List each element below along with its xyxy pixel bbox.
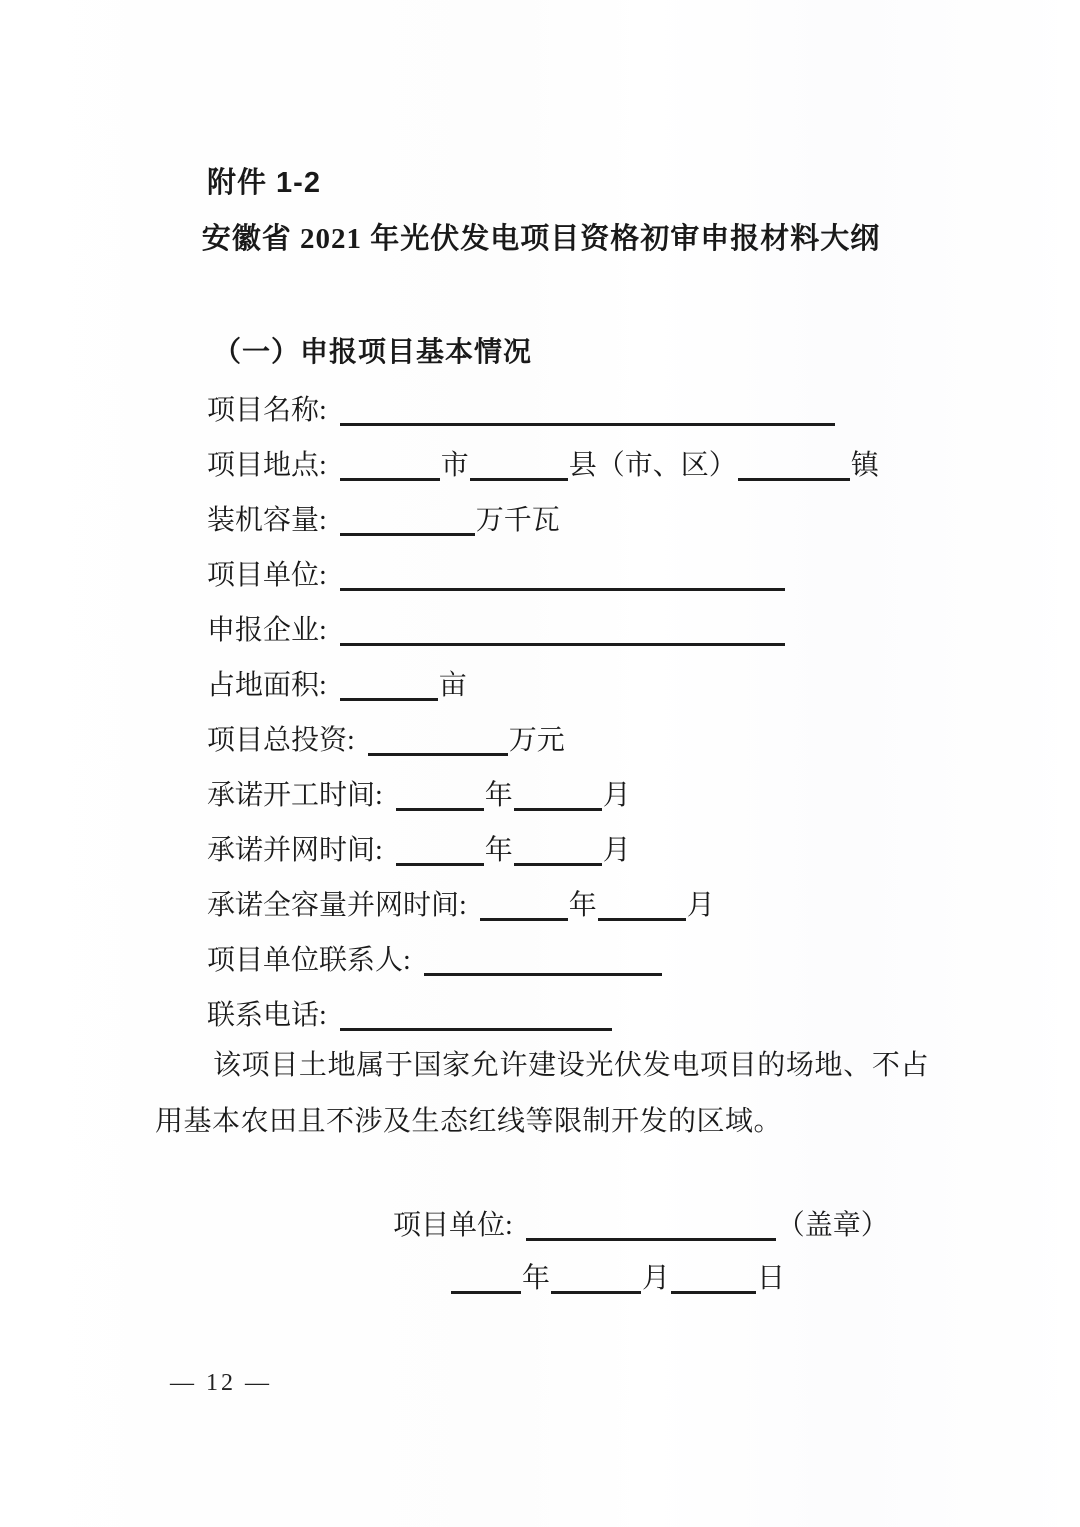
signature-unit-label: 项目单位:	[393, 1210, 513, 1241]
unit-suffix-area: 亩	[438, 670, 467, 701]
unit-suffix-grid-month: 月	[602, 835, 631, 866]
field-label-contact-phone: 联系电话:	[207, 1000, 327, 1031]
blank-line-project-name	[340, 393, 835, 426]
field-row-promised-full-capacity-grid-time	[207, 878, 947, 933]
field-label-applying-enterprise: 申报企业:	[207, 615, 327, 646]
unit-suffix-grid-year: 年	[484, 835, 513, 866]
date-suffix-month: 月	[642, 1263, 671, 1294]
blank-line-grid-month	[514, 833, 602, 866]
blank-line-sign-month	[551, 1261, 641, 1294]
page-number: — 12 —	[170, 1370, 272, 1396]
blank-line-sign-day	[671, 1261, 756, 1294]
blank-line-town	[738, 448, 850, 481]
blank-line-grid-year	[396, 833, 484, 866]
field-row-contact-phone	[207, 988, 947, 1043]
blank-line-contact-phone	[340, 998, 612, 1031]
unit-suffix-county: 县（市、区）	[568, 450, 737, 481]
blank-line-start-year	[396, 778, 484, 811]
field-row-land-area	[207, 658, 947, 713]
field-row-project-name	[207, 383, 947, 438]
blank-line-city	[340, 448, 440, 481]
declaration-paragraph: 该项目土地属于国家允许建设光伏发电项目的场地、不占用基本农田且不涉及生态红线等限制开发的区域。	[155, 1050, 929, 1137]
blank-line-full-year	[480, 888, 568, 921]
unit-suffix-investment: 万元	[508, 725, 565, 756]
field-row-total-investment	[207, 713, 947, 768]
page-title: 安徽省 2021 年光伏发电项目资格初审申报材料大纲	[201, 223, 881, 255]
field-label-project-name: 项目名称:	[207, 395, 327, 426]
blank-line-total-investment	[368, 723, 508, 756]
signature-unit-row	[393, 1205, 889, 1247]
blank-line-start-month	[514, 778, 602, 811]
unit-suffix-capacity: 万千瓦	[475, 505, 560, 536]
field-label-land-area: 占地面积:	[207, 670, 327, 701]
field-row-installed-capacity	[207, 493, 947, 548]
field-row-contact-person	[207, 933, 947, 988]
field-label-project-unit: 项目单位:	[207, 560, 327, 591]
field-row-promised-grid-time	[207, 823, 947, 878]
application-form	[207, 383, 947, 1043]
field-label-promised-start-time: 承诺开工时间:	[207, 780, 383, 811]
section-heading: （一）申报项目基本情况	[213, 337, 533, 368]
blank-line-full-month	[598, 888, 686, 921]
unit-suffix-full-year: 年	[568, 890, 597, 921]
signature-date-row	[450, 1258, 785, 1300]
blank-line-land-area	[340, 668, 438, 701]
blank-line-project-unit	[340, 558, 785, 591]
field-label-contact-person: 项目单位联系人:	[207, 945, 411, 976]
blank-line-installed-capacity	[340, 503, 475, 536]
unit-suffix-start-year: 年	[484, 780, 513, 811]
field-label-installed-capacity: 装机容量:	[207, 505, 327, 536]
blank-line-contact-person	[424, 943, 662, 976]
field-row-project-location	[207, 438, 947, 493]
blank-line-county	[470, 448, 568, 481]
blank-line-signature-unit	[526, 1208, 776, 1241]
blank-line-applying-enterprise	[340, 613, 785, 646]
seal-label: （盖章）	[776, 1210, 889, 1241]
date-suffix-year: 年	[522, 1263, 551, 1294]
unit-suffix-full-month: 月	[686, 890, 715, 921]
unit-suffix-start-month: 月	[602, 780, 631, 811]
field-label-promised-full-capacity-grid-time: 承诺全容量并网时间:	[207, 890, 467, 921]
field-row-applying-enterprise	[207, 603, 947, 658]
field-label-promised-grid-time: 承诺并网时间:	[207, 835, 383, 866]
field-row-promised-start-time	[207, 768, 947, 823]
field-row-project-unit	[207, 548, 947, 603]
unit-suffix-city: 市	[440, 450, 469, 481]
field-label-project-location: 项目地点:	[207, 450, 327, 481]
attachment-label: 附件 1-2	[207, 167, 321, 199]
field-label-total-investment: 项目总投资:	[207, 725, 355, 756]
unit-suffix-town: 镇	[850, 450, 879, 481]
date-suffix-day: 日	[757, 1263, 786, 1294]
blank-line-sign-year	[451, 1261, 521, 1294]
